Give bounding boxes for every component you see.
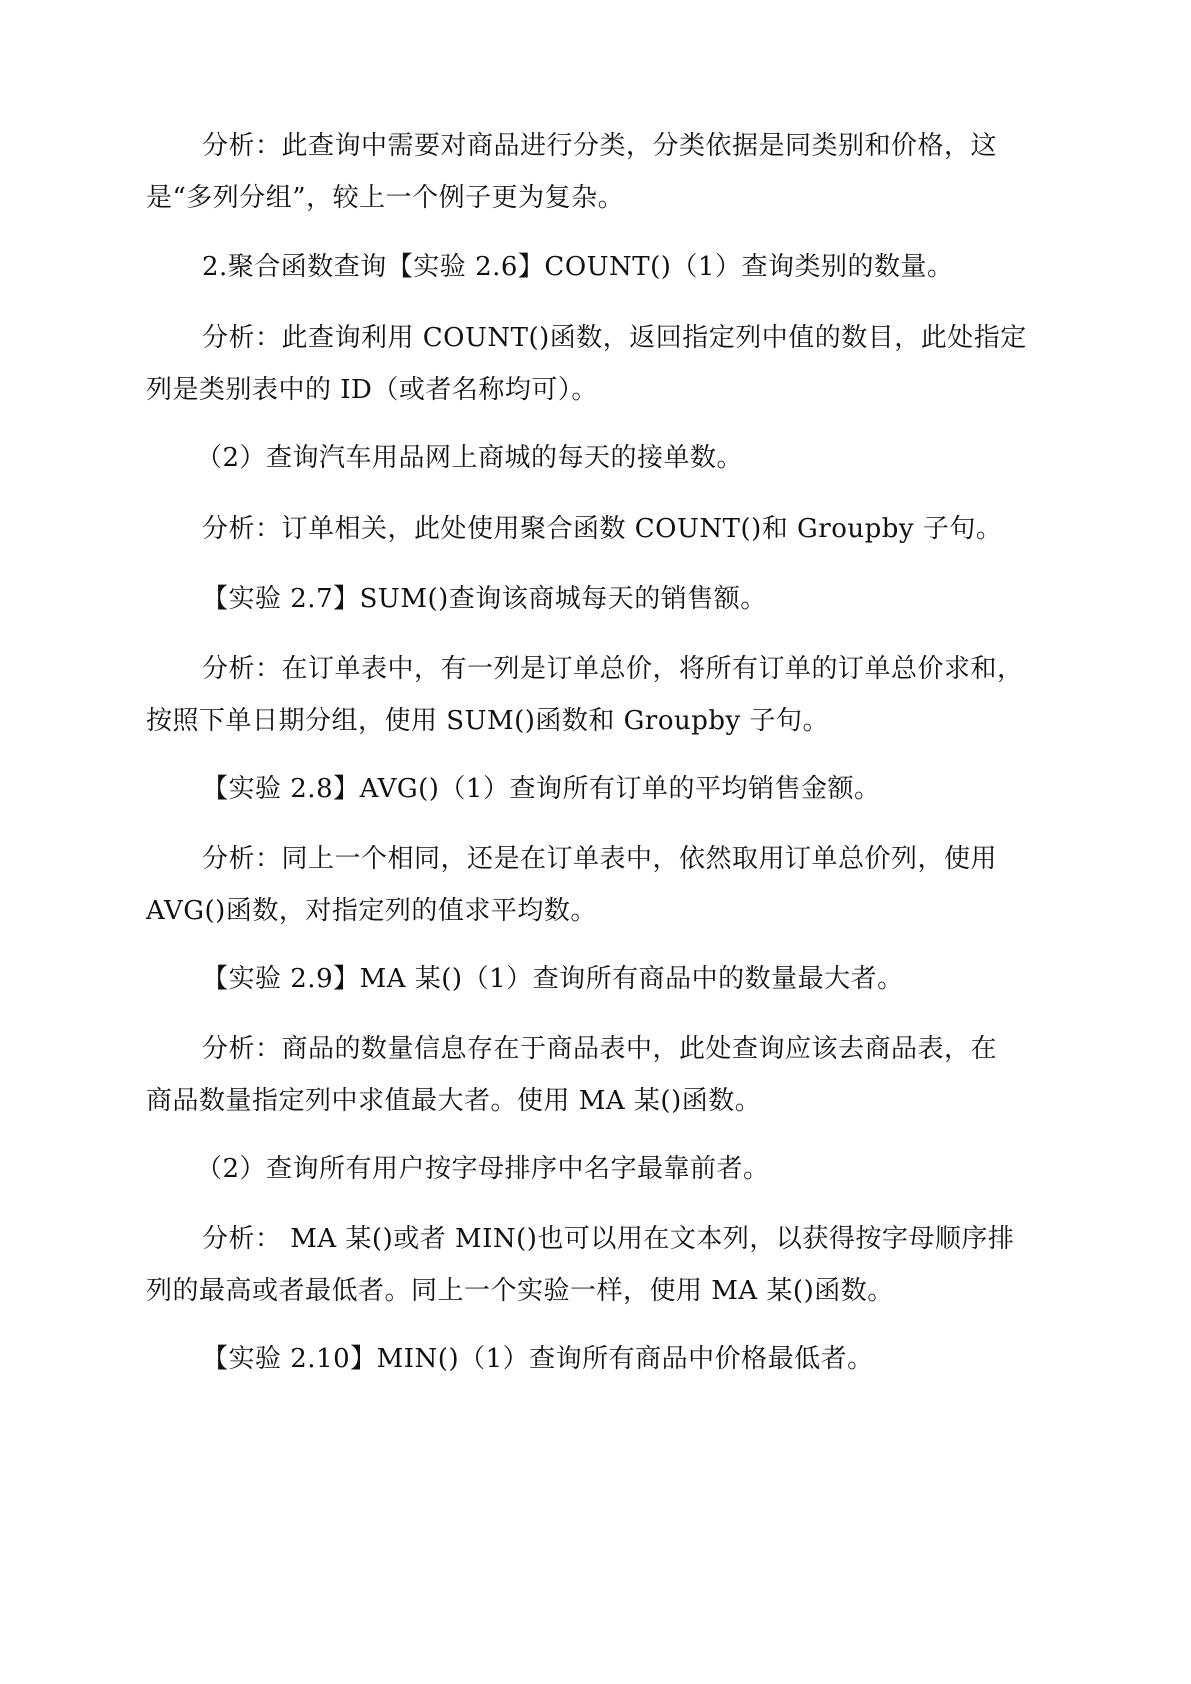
paragraph-line: 2.聚合函数查询【实验 2.6】COUNT()（1）查询类别的数量。	[202, 252, 954, 282]
paragraph-line: 列是类别表中的 ID（或者名称均可）。	[146, 375, 598, 405]
paragraph-analysis-avg	[146, 833, 1066, 937]
heading-first-username-query	[146, 1143, 1066, 1195]
paragraph-analysis-orders	[146, 503, 1066, 555]
paragraph-line: 列的最高或者最低者。同上一个实验一样，使用 MA 某()函数。	[146, 1276, 894, 1306]
heading-daily-orders-query	[146, 432, 1066, 484]
paragraph-analysis-count	[146, 312, 1066, 416]
paragraph-line: 是“多列分组”，较上一个例子更为复杂。	[146, 183, 625, 213]
paragraph-line: 分析：此查询利用 COUNT()函数，返回指定列中值的数目，此处指定	[202, 323, 1027, 353]
heading-experiment-2-8-avg	[146, 763, 1066, 815]
paragraph-line: 分析： MA 某()或者 MIN()也可以用在文本列，以获得按字母顺序排	[202, 1224, 1015, 1254]
paragraph-analysis-sum	[146, 643, 1066, 747]
heading-experiment-2-6-count	[146, 241, 1066, 293]
paragraph-line: 【实验 2.7】SUM()查询该商城每天的销售额。	[202, 584, 767, 614]
paragraph-line: （2）查询汽车用品网上商城的每天的接单数。	[196, 443, 744, 473]
paragraph-analysis-max	[146, 1023, 1066, 1127]
heading-experiment-2-7-sum	[146, 573, 1066, 625]
paragraph-line: 商品数量指定列中求值最大者。使用 MA 某()函数。	[146, 1086, 762, 1116]
heading-experiment-2-10-min	[146, 1333, 1066, 1385]
paragraph-line: 【实验 2.9】MA 某()（1）查询所有商品中的数量最大者。	[202, 964, 904, 994]
paragraph-line: 分析：订单相关，此处使用聚合函数 COUNT()和 Groupby 子句。	[202, 514, 1003, 544]
paragraph-analysis-max-min-text	[146, 1213, 1066, 1317]
paragraph-line: 分析：商品的数量信息存在于商品表中，此处查询应该去商品表，在	[202, 1034, 998, 1064]
paragraph-line: 分析：在订单表中，有一列是订单总价，将所有订单的订单总价求和，	[202, 654, 1024, 684]
paragraph-line: 按照下单日期分组，使用 SUM()函数和 Groupby 子句。	[146, 706, 829, 736]
heading-experiment-2-9-max	[146, 953, 1066, 1005]
paragraph-line: 【实验 2.8】AVG()（1）查询所有订单的平均销售金额。	[202, 774, 881, 804]
paragraph-line: （2）查询所有用户按字母排序中名字最靠前者。	[196, 1154, 770, 1184]
paragraph-line: 分析：同上一个相同，还是在订单表中，依然取用订单总价列，使用	[202, 844, 998, 874]
paragraph-line: 分析：此查询中需要对商品进行分类，分类依据是同类别和价格，这	[202, 131, 998, 161]
paragraph-analysis-multi-column-grouping	[146, 120, 1066, 224]
paragraph-line: 【实验 2.10】MIN()（1）查询所有商品中价格最低者。	[202, 1344, 874, 1374]
paragraph-line: AVG()函数，对指定列的值求平均数。	[146, 896, 597, 926]
